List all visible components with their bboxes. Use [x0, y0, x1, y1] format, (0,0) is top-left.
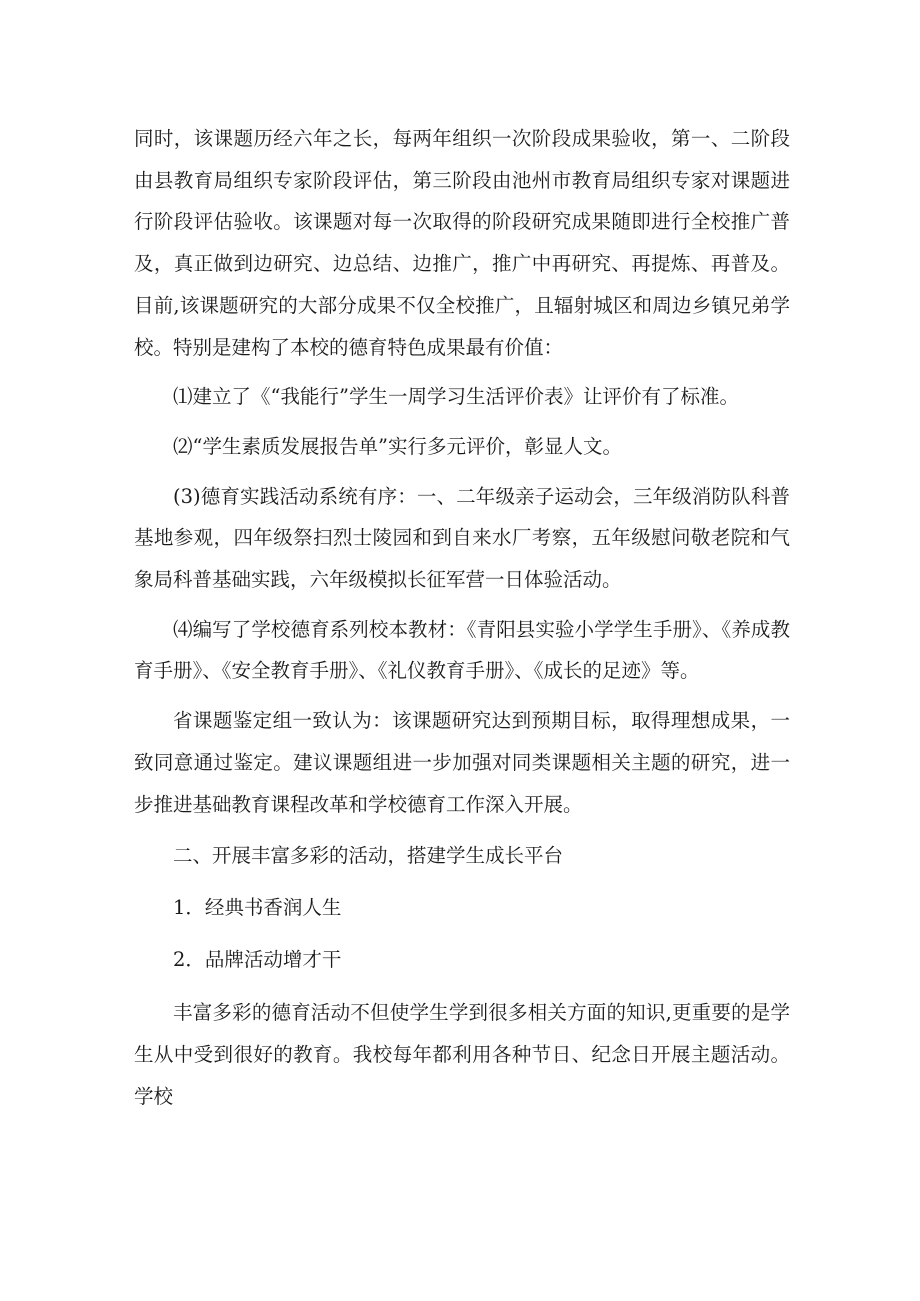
paragraph-appraisal: 省课题鉴定组一致认为：该课题研究达到预期目标，取得理想成果，一致同意通过鉴定。建议课题组进一步加强对同类课题相关主题的研究，进一步推进基础教育课程改革和学校德育工作深入开展。: [134, 709, 790, 816]
paragraph-item-4: ⑷编写了学校德育系列校本教材：《青阳县实验小学学生手册》、《养成教育手册》、《安全教育手册》、《礼仪教育手册》、《成长的足迹》等。: [134, 617, 790, 683]
paragraph-gap: [134, 601, 790, 609]
paragraph-gap: [134, 468, 790, 476]
document-body: [134, 118, 790, 1117]
paragraph-item-2: ⑵“学生素质发展报告单”实行多元评价，彰显人文。: [173, 434, 622, 458]
subheading-2-1: 1．经典书香润人生: [173, 895, 342, 919]
paragraph-gap: [134, 929, 790, 939]
subheading-2-2: 2．品牌活动增才干: [173, 947, 342, 971]
paragraph-activities: 丰富多彩的德育活动不但使学生学到很多相关方面的知识,更重要的是学生从中受到很好的教育。我校每年都利用各种节日、纪念日开展主题活动。学校: [134, 1001, 790, 1108]
paragraph-gap: [134, 368, 790, 376]
paragraph-item-3: (3)德育实践活动系统有序：一、二年级亲子运动会，三年级消防队科普基地参观，四年级祭扫烈士陵园和到自来水厂考察，五年级慰问敬老院和气象局科普基础实践，六年级模拟长征军营一日体验活动。: [134, 484, 790, 592]
paragraph-gap: [134, 877, 790, 887]
paragraph-gap: [134, 692, 790, 700]
paragraph-gap: [134, 825, 790, 835]
paragraph-gap: [134, 980, 790, 992]
paragraph-research-summary: 同时，该课题历经六年之长，每两年组织一次阶段成果验收，第一、二阶段由县教育局组织专家阶段评估，第三阶段由池州市教育局组织专家对课题进行阶段评估验收。该课题对每一次取得的阶段研究成果随即进行全校推广普及，真正做到边研究、边总结、边推广，推广中再研究、再提炼、再普及。目前,该课题研究的大部分成果不仅全校推广，且辐射城区和周边乡镇兄弟学校。特别是建构了本校的德育特色成果最有价值：: [134, 127, 790, 359]
paragraph-gap: [134, 418, 790, 426]
paragraph-item-1: ⑴建立了《“我能行”学生一周学习生活评价表》让评价有了标准。: [173, 385, 739, 409]
section-heading-2: 二、开展丰富多彩的活动，搭建学生成长平台: [173, 844, 564, 868]
